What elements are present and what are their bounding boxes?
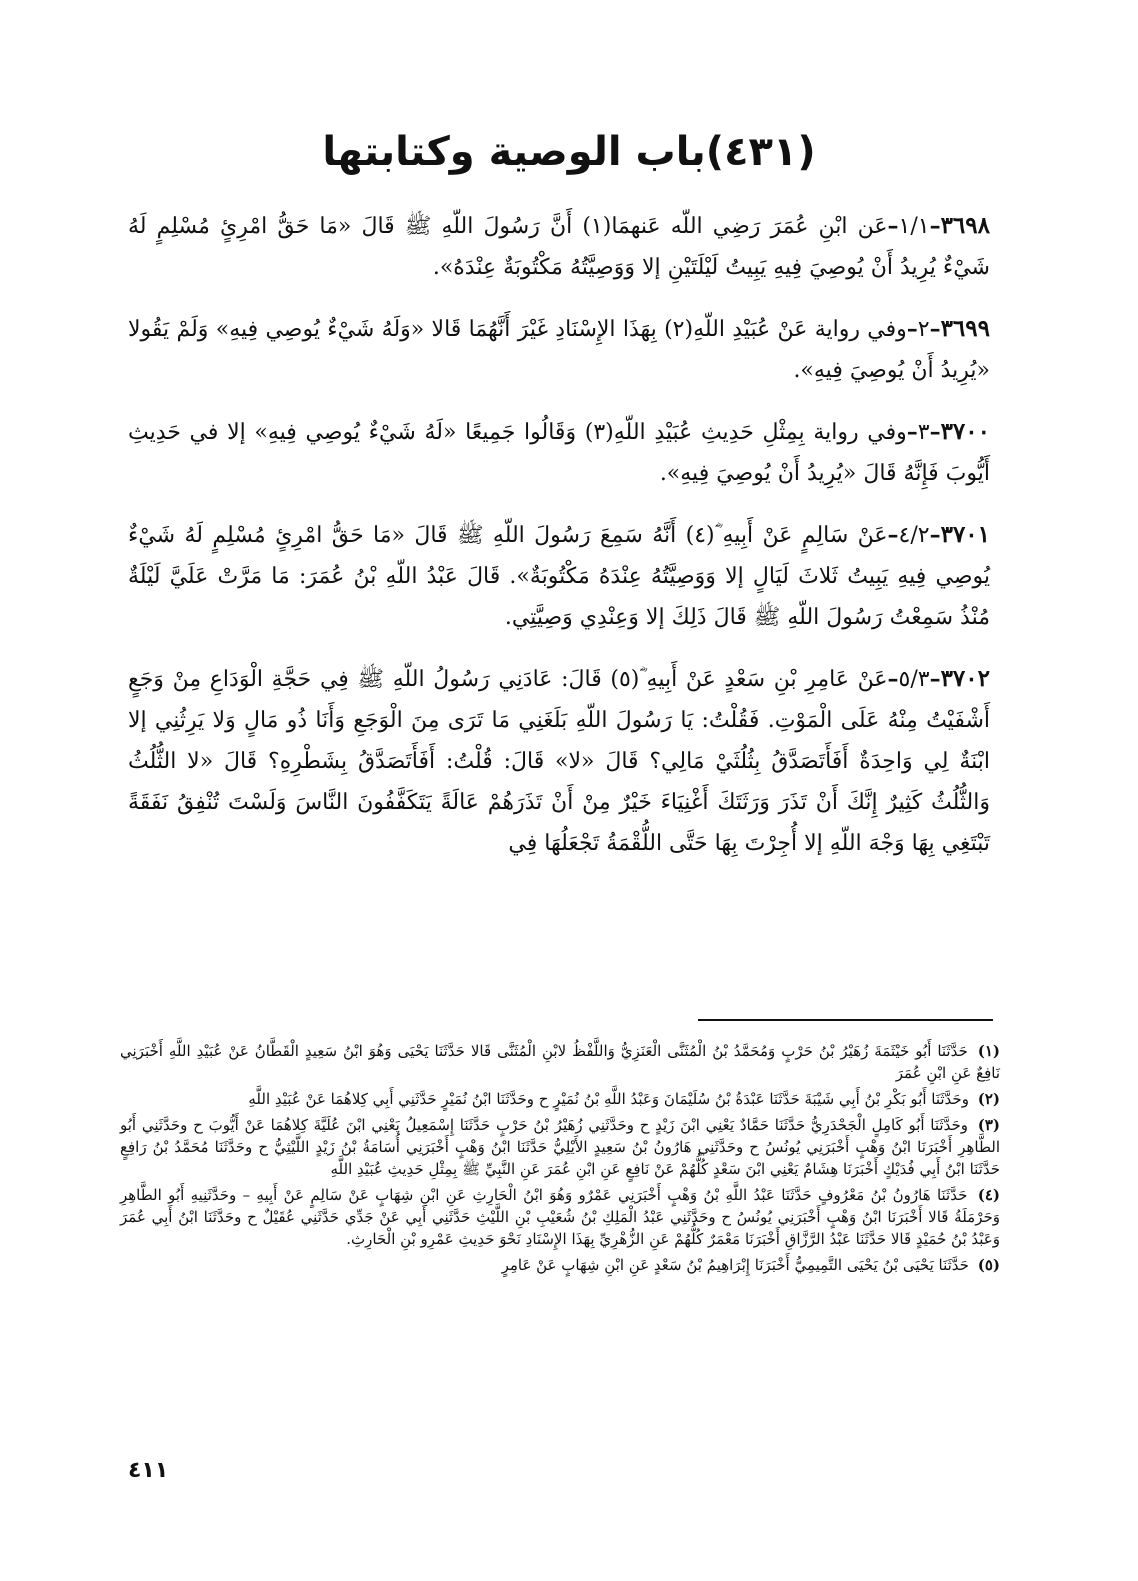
chapter-title: (٤٣١)باب الوصية وكتابتها [322, 129, 816, 175]
footnote-text: حَدَّثَنَا يَحْيَى بْنُ يَحْيَى التَّمِيمِيُّ أَخْبَرَنَا إِبْرَاهِيمُ بْنُ سَعْدٍ عَنِ ابْنِ شِهَابٍ عَنْ عَامِرٍ [501, 1256, 969, 1274]
page-number: ٤١١ [128, 1458, 169, 1483]
hadith-3702: ٣٧٠٢–٥/٣–عَنْ عَامِرِ بْنِ سَعْدٍ عَنْ أَبِيهِ ؓ(٥) قَالَ: عَادَنِي رَسُولُ اللّهِ ﷺ فِي حَجَّةِ الْوَدَاعِ مِنْ وَجَعٍ أَشْفَيْتُ مِنْهُ عَلَى الْمَوْتِ. فَقُلْتُ: يَا رَسُولَ اللّهِ بَلَغَنِي مَا تَرَى مِنَ الْوَجَعِ وَأَنَا ذُو مَالٍ وَلا يَرِثُنِي إلا ابْنَةٌ لِي وَاحِدَةٌ أَفَأَتَصَدَّقُ بِثُلُثَيْ مَالِي؟ قَالَ «لا» قَالَ: قُلْتُ: أَفَأَتَصَدَّقُ بِشَطْرِهِ؟ قَالَ «لا الثُّلُثُ وَالثُّلُثُ كَثِيرٌ إِنَّكَ أَنْ تَذَرَ وَرَثَتَكَ أَغْنِيَاءَ خَيْرٌ مِنْ أَنْ تَذَرَهُمْ عَالَةً يَتَكَفَّفُونَ النَّاسَ وَلَسْتَ تُنْفِقُ نَفَقَةً تَبْتَغِي بِهَا وَجْهَ اللّهِ إلا أُجِرْتَ بِهَا حَتَّى اللُّقْمَةُ تَجْعَلُهَا فِي [128, 665, 990, 856]
footnote-number: (٥) [977, 1256, 1000, 1274]
hadith-3701: ٣٧٠١–٤/٢–عَنْ سَالِمٍ عَنْ أَبِيهِ ؓ(٤) أَنَّهُ سَمِعَ رَسُولَ اللّهِ ﷺ قَالَ «مَا حَقُّ امْرِئٍ مُسْلِمٍ لَهُ شَيْءٌ يُوصِي فِيهِ يَبِيتُ ثَلاثَ لَيَالٍ إلا وَوَصِيَّتُهُ عِنْدَهُ مَكْتُوبَةٌ». قَالَ عَبْدُ اللّهِ بْنُ عُمَرَ: مَا مَرَّتْ عَلَيَّ لَيْلَةٌ مُنْذُ سَمِعْتُ رَسُولَ اللّهِ ﷺ قَالَ ذَلِكَ إلا وَعِنْدِي وَصِيَّتِي. [128, 521, 991, 630]
footnote [120, 1088, 1000, 1110]
hadith-number: ٣٦٩٨ [940, 212, 990, 239]
footnote [120, 1114, 1000, 1180]
hadith-marker: ٢ [917, 317, 930, 342]
hadith-text: عَنْ سَالِمٍ عَنْ أَبِيهِ ؓ(٤) أَنَّهُ سَمِعَ رَسُولَ اللّهِ ﷺ قَالَ «مَا حَقُّ امْرِئٍ مُسْلِمٍ لَهُ شَيْءٌ يُوصِي فِيهِ يَبِيتُ ثَلاثَ لَيَالٍ إلا وَوَصِيَّتُهُ عِنْدَهُ مَكْتُوبَةٌ». قَالَ عَبْدُ اللّهِ بْنُ عُمَرَ: مَا مَرَّتْ عَلَيَّ لَيْلَةٌ مُنْذُ سَمِعْتُ رَسُولَ اللّهِ ﷺ قَالَ ذَلِكَ إلا وَعِنْدِي وَصِيَّتِي. [128, 523, 990, 630]
hadith-number: ٣٧٠٠ [940, 418, 990, 445]
footnote-text: وحَدَّثَنَا أَبُو بَكْرِ بْنُ أَبِي شَيْبَةَ حَدَّثَنَا عَبْدَةُ بْنُ سُلَيْمَانَ وَعَبْدُ اللَّهِ بْنُ نُمَيْرٍ ح وحَدَّثَنَا ابْنُ نُمَيْرٍ حَدَّثَنِي أَبِي كِلاهُمَا عَنْ عُبَيْدِ اللَّهِ [248, 1090, 969, 1108]
footnote-text: وحَدَّثَنَا أَبُو كَامِلٍ الْجَحْدَرِيُّ حَدَّثَنَا حَمَّادٌ يَعْنِي ابْنَ زَيْدٍ ح وحَدَّثَنِي زُهَيْرُ بْنُ حَرْبٍ حَدَّثَنَا إِسْمَعِيلُ يَعْنِي ابْنَ عُلَيَّةَ كِلاهُمَا عَنْ أَيُّوبَ ح وحَدَّثَنِي أَبُو الطَّاهِرِ أَخْبَرَنَا ابْنُ وَهْبٍ أَخْبَرَنِي يُونُسُ ح وحَدَّثَنِي هَارُونُ بْنُ سَعِيدٍ الأَيْلِيُّ حَدَّثَنَا ابْنُ وَهْبٍ أَخْبَرَنِي أُسَامَةُ بْنُ زَيْدٍ اللَّيْثِيُّ ح وحَدَّثَنَا مُحَمَّدُ بْنُ رَافِعٍ حَدَّثَنَا ابْنُ أَبِي فُدَيْكٍ أَخْبَرَنَا هِشَامٌ يَعْنِي ابْنَ سَعْدٍ كُلُّهُمْ عَنْ نَافِعٍ عَنِ ابْنِ عُمَرَ عَنِ النَّبِيِّ ﷺ بِمِثْلِ حَدِيثِ عُبَيْدِ اللَّهِ [120, 1116, 1000, 1178]
footnote-number: (١) [977, 1042, 1000, 1060]
hadith-body [128, 205, 990, 884]
footnote-number: (٣) [977, 1116, 1000, 1134]
hadith-number: ٣٦٩٩ [940, 315, 990, 342]
footnote [120, 1184, 1000, 1250]
hadith-marker: ١/١ [898, 214, 930, 239]
hadith-3700: ٣٧٠٠–٣–وفي رواية بِمِثْلِ حَدِيثِ عُبَيْدِ اللّهِ(٣) وَقَالُوا جَمِيعًا «لَهُ شَيْءٌ يُوصِي فِيهِ» إلا في حَدِيثِ أَيُّوبَ فَإِنَّهُ قَالَ «يُرِيدُ أَنْ يُوصِيَ فِيهِ». [128, 418, 990, 486]
hadith-marker: ٥/٣ [898, 667, 930, 692]
hadith-text: عَنْ عَامِرِ بْنِ سَعْدٍ عَنْ أَبِيهِ ؓ(٥) قَالَ: عَادَنِي رَسُولُ اللّهِ ﷺ فِي حَجَّةِ الْوَدَاعِ مِنْ وَجَعٍ أَشْفَيْتُ مِنْهُ عَلَى الْمَوْتِ. فَقُلْتُ: يَا رَسُولَ اللّهِ بَلَغَنِي مَا تَرَى مِنَ الْوَجَعِ وَأَنَا ذُو مَالٍ وَلا يَرِثُنِي إلا ابْنَةٌ لِي وَاحِدَةٌ أَفَأَتَصَدَّقُ بِثُلُثَيْ مَالِي؟ قَالَ «لا» قَالَ: قُلْتُ: أَفَأَتَصَدَّقُ بِشَطْرِهِ؟ قَالَ «لا الثُّلُثُ وَالثُّلُثُ كَثِيرٌ إِنَّكَ أَنْ تَذَرَ وَرَثَتَكَ أَغْنِيَاءَ خَيْرٌ مِنْ أَنْ تَذَرَهُمْ عَالَةً يَتَكَفَّفُونَ النَّاسَ وَلَسْتَ تُنْفِقُ نَفَقَةً تَبْتَغِي بِهَا وَجْهَ اللّهِ إلا أُجِرْتَ بِهَا حَتَّى اللُّقْمَةُ تَجْعَلُهَا فِي [128, 667, 990, 856]
footnotes [120, 1040, 1000, 1280]
footnote-number: (٢) [977, 1090, 1000, 1108]
footnote [120, 1254, 1000, 1276]
hadith-number: ٣٧٠٢ [940, 665, 990, 692]
footnote [120, 1040, 1000, 1084]
hadith-text: عَن ابْنِ عُمَرَ رَضِي اللّه عَنهمَا(١) أَنَّ رَسُولَ اللّهِ ﷺ قَالَ «مَا حَقُّ امْرِئٍ مُسْلِمٍ لَهُ شَيْءٌ يُرِيدُ أَنْ يُوصِيَ فِيهِ يَبِيتُ لَيْلَتَيْنِ إلا وَوَصِيَّتُهُ مَكْتُوبَةٌ عِنْدَهُ». [128, 214, 990, 280]
footnote-text: حَدَّثَنَا هَارُونُ بْنُ مَعْرُوفٍ حَدَّثَنَا عَبْدُ اللَّهِ بْنُ وَهْبٍ أَخْبَرَنِي عَمْرٌو وَهُوَ ابْنُ الْحَارِثِ عَنِ ابْنِ شِهَابٍ عَنْ سَالِمٍ عَنْ أَبِيهِ – وحَدَّثَنِيهِ أَبُو الطَّاهِرِ وَحَرْمَلَةُ قَالا أَخْبَرَنَا ابْنُ وَهْبٍ أَخْبَرَنِي يُونُسُ ح وحَدَّثَنِي عَبْدُ الْمَلِكِ بْنُ شُعَيْبِ بْنِ اللَّيْثِ حَدَّثَنِي أَبِي عَنْ جَدِّي حَدَّثَنِي عُقَيْلٌ ح وحَدَّثَنَا ابْنُ أَبِي عُمَرَ وَعَبْدُ بْنُ حُمَيْدٍ قَالا حَدَّثَنَا عَبْدُ الرَّزَّاقِ أَخْبَرَنَا مَعْمَرٌ كُلُّهُمْ عَنِ الزُّهْرِيِّ بِهَذَا الإِسْنَادِ نَحْوَ حَدِيثِ عَمْرِو بْنِ الْحَارِثِ. [120, 1186, 1000, 1248]
hadith-marker: ٤/٢ [898, 523, 930, 548]
hadith-3699: ٣٦٩٩–٢–وفي رواية عَنْ عُبَيْدِ اللّهِ(٢) بِهَذَا الإِسْنَادِ غَيْرَ أَنَّهُمَا قَالا «وَلَهُ شَيْءٌ يُوصِي فِيهِ» وَلَمْ يَقُولا «يُرِيدُ أَنْ يُوصِيَ فِيهِ». [128, 315, 990, 383]
hadith-text: وفي رواية بِمِثْلِ حَدِيثِ عُبَيْدِ اللّهِ(٣) وَقَالُوا جَمِيعًا «لَهُ شَيْءٌ يُوصِي فِيهِ» إلا في حَدِيثِ أَيُّوبَ فَإِنَّهُ قَالَ «يُرِيدُ أَنْ يُوصِيَ فِيهِ». [128, 420, 990, 486]
footnote-text: حَدَّثَنَا أَبُو خَيْثَمَةَ زُهَيْرُ بْنُ حَرْبٍ وَمُحَمَّدُ بْنُ الْمُثَنَّى الْعَنَزِيُّ وَاللَّفْظُ لابْنِ الْمُثَنَّى قَالا حَدَّثَنَا يَحْيَى وَهُوَ ابْنُ سَعِيدٍ الْقَطَّانُ عَنْ عُبَيْدِ اللَّهِ أَخْبَرَنِي نَافِعٌ عَنِ ابْنِ عُمَرَ [120, 1042, 1000, 1082]
hadith-marker: ٣ [917, 420, 930, 445]
hadith-number: ٣٧٠١ [940, 521, 991, 548]
hadith-text: وفي رواية عَنْ عُبَيْدِ اللّهِ(٢) بِهَذَا الإِسْنَادِ غَيْرَ أَنَّهُمَا قَالا «وَلَهُ شَيْءٌ يُوصِي فِيهِ» وَلَمْ يَقُولا «يُرِيدُ أَنْ يُوصِيَ فِيهِ». [128, 317, 990, 383]
hadith-3698: ٣٦٩٨–١/١–عَن ابْنِ عُمَرَ رَضِي اللّه عَنهمَا(١) أَنَّ رَسُولَ اللّهِ ﷺ قَالَ «مَا حَقُّ امْرِئٍ مُسْلِمٍ لَهُ شَيْءٌ يُرِيدُ أَنْ يُوصِيَ فِيهِ يَبِيتُ لَيْلَتَيْنِ إلا وَوَصِيَّتُهُ مَكْتُوبَةٌ عِنْدَهُ». [128, 212, 990, 280]
footnote-divider [698, 1019, 993, 1021]
footnote-number: (٤) [977, 1186, 1001, 1204]
